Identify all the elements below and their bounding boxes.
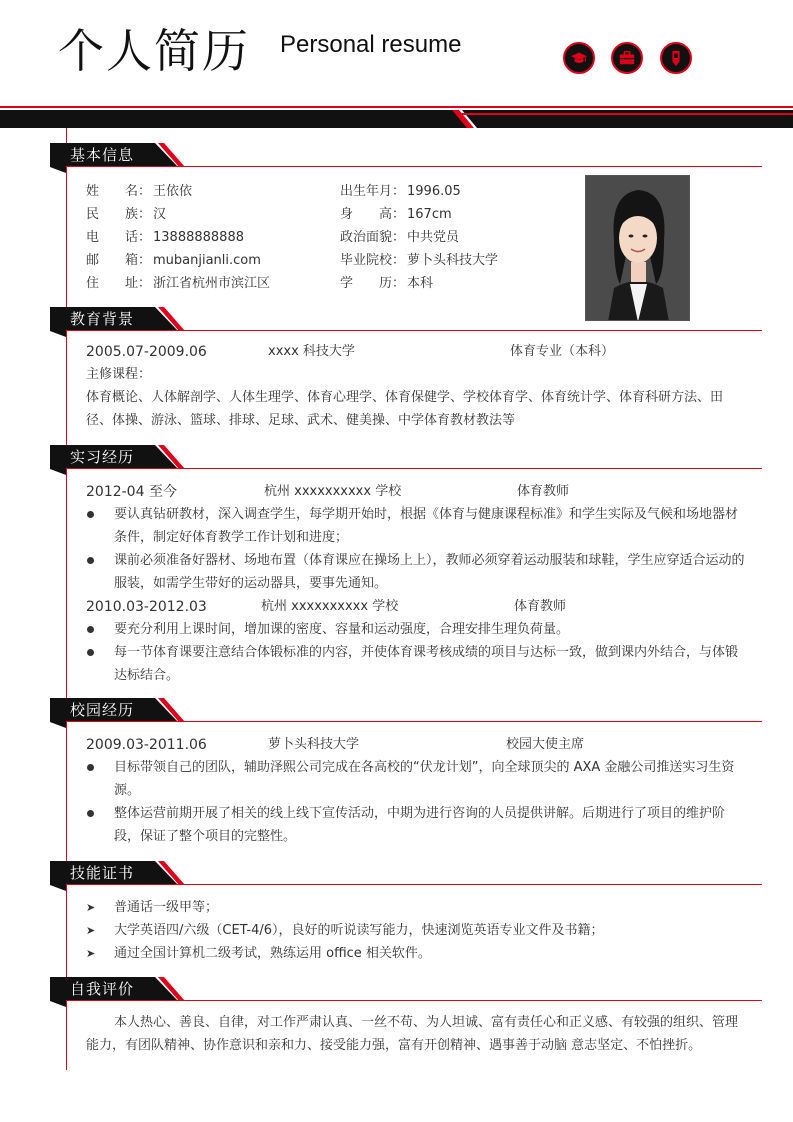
info-height: 167cm bbox=[407, 207, 452, 222]
arrow-bullet-icon: ➤ bbox=[86, 947, 96, 960]
arrow-bullet-icon: ➤ bbox=[86, 901, 96, 914]
info-address: 浙江省杭州市滨江区 bbox=[153, 276, 271, 291]
info-degree: 本科 bbox=[407, 276, 434, 291]
job-role: 体育教师 bbox=[517, 484, 570, 499]
info-phone-label: 电 话： bbox=[86, 230, 152, 245]
campus-role: 校园大使主席 bbox=[506, 737, 585, 752]
education-major: 体育专业（本科） bbox=[510, 344, 615, 359]
section-title: 自我评价 bbox=[70, 980, 135, 998]
info-ethnic: 汉 bbox=[153, 207, 167, 222]
campus-period: 2009.03-2011.06 bbox=[86, 737, 207, 753]
info-birth-label: 出生年月： bbox=[340, 184, 406, 199]
section-divider bbox=[66, 330, 762, 331]
section-divider bbox=[66, 166, 762, 167]
job-period: 2010.03-2012.03 bbox=[86, 599, 207, 615]
profile-photo bbox=[585, 175, 690, 321]
bullet-icon bbox=[87, 626, 94, 633]
courses-text: 体育概论、人体解剖学、人体生理学、体育心理学、体育保健学、学校体育学、体育统计学、体育科研方法、田径、体操、游泳、篮球、排球、足球、武术、健美操、中学体育教材教法等 bbox=[86, 390, 724, 428]
job-role: 体育教师 bbox=[514, 599, 567, 614]
bullet-icon bbox=[87, 810, 94, 817]
section-header-internship bbox=[50, 445, 185, 469]
section-header-skills bbox=[50, 861, 185, 885]
bullet-icon bbox=[87, 557, 94, 564]
job-org: 杭州 xxxxxxxxxx 学校 bbox=[264, 484, 402, 499]
job-org: 杭州 xxxxxxxxxx 学校 bbox=[261, 599, 399, 614]
section-header-education bbox=[50, 307, 185, 331]
list-item: 要充分利用上课时间，增加课的密度、容量和运动强度，合理安排生理负荷量。 bbox=[114, 622, 570, 637]
education-school: xxxx 科技大学 bbox=[268, 344, 355, 359]
section-header-basic bbox=[50, 143, 185, 167]
info-height-label: 身 高： bbox=[340, 207, 406, 222]
section-divider bbox=[66, 468, 762, 469]
info-birth: 1996.05 bbox=[407, 184, 461, 199]
list-item: 课前必须准备好器材、场地布置（体育课应在操场上上），教师必须穿着运动服装和球鞋，学生应穿适合运动的服装，如需学生带好的运动器具，要事先通知。 bbox=[114, 553, 745, 591]
list-item: 每一节体育课要注意结合体锻标准的内容，并使体育课考核成绩的项目与达标一致，做到课内外结合，与体锻达标结合。 bbox=[114, 645, 739, 683]
education-period: 2005.07-2009.06 bbox=[86, 344, 207, 360]
info-political: 中共党员 bbox=[407, 230, 460, 245]
arrow-bullet-icon: ➤ bbox=[86, 924, 96, 937]
info-name: 王依依 bbox=[153, 184, 193, 199]
graduation-cap-icon bbox=[563, 42, 595, 74]
bullet-icon bbox=[87, 649, 94, 656]
info-email-label: 邮 箱： bbox=[86, 253, 152, 268]
skill-item: 普通话一级甲等； bbox=[114, 900, 219, 915]
skill-item: 通过全国计算机二级考试，熟练运用 office 相关软件。 bbox=[114, 946, 431, 961]
section-header-self bbox=[50, 977, 185, 1001]
section-divider bbox=[66, 1000, 762, 1001]
info-school: 萝卜头科技大学 bbox=[407, 253, 499, 268]
briefcase-icon bbox=[611, 42, 643, 74]
pen-icon bbox=[660, 42, 692, 74]
info-degree-label: 学 历： bbox=[340, 276, 406, 291]
info-political-label: 政治面貌： bbox=[340, 230, 406, 245]
left-timeline-line bbox=[66, 128, 67, 1070]
skill-item: 大学英语四/六级（CET-4/6），良好的听说读写能力，快速浏览英语专业文件及书籍； bbox=[114, 923, 604, 938]
info-address-label: 住 址： bbox=[86, 276, 152, 291]
section-title: 基本信息 bbox=[70, 146, 135, 164]
info-email: mubanjianli.com bbox=[153, 253, 261, 268]
info-phone: 13888888888 bbox=[153, 230, 244, 245]
bullet-icon bbox=[87, 511, 94, 518]
info-school-label: 毕业院校： bbox=[340, 253, 406, 268]
section-title: 教育背景 bbox=[70, 310, 135, 328]
section-title: 校园经历 bbox=[70, 701, 135, 719]
page-title: 个人简历 bbox=[58, 24, 250, 78]
campus-org: 萝卜头科技大学 bbox=[268, 737, 360, 752]
self-evaluation-text: 本人热心、善良、自律，对工作严肃认真、一丝不苟、为人坦诚、富有责任心和正义感、有较强的组织、管理能力，有团队精神、协作意识和亲和力、接受能力强，富有开创精神、遇事善于动脑 意志坚定、不怕挫折。 bbox=[86, 1015, 739, 1053]
list-item: 整体运营前期开展了相关的线上线下宣传活动，中期为进行咨询的人员提供讲解。后期进行了项目的维护阶段，保证了整个项目的完整性。 bbox=[114, 806, 726, 844]
bullet-icon bbox=[87, 764, 94, 771]
section-divider bbox=[66, 884, 762, 885]
courses-label: 主修课程： bbox=[86, 367, 152, 382]
section-title: 技能证书 bbox=[70, 864, 135, 882]
section-divider bbox=[66, 721, 762, 722]
page-subtitle: Personal resume bbox=[280, 31, 462, 58]
list-item: 要认真钻研教材，深入调查学生，每学期开始时，根据《体育与健康课程标准》和学生实际及气候和场地器材条件，制定好体育教学工作计划和进度； bbox=[114, 507, 739, 545]
list-item: 目标带领自己的团队，辅助泽熙公司完成在各高校的“伏龙计划”，向全球顶尖的 AXA 金融公司推送实习生资源。 bbox=[114, 760, 735, 798]
section-title: 实习经历 bbox=[70, 448, 135, 466]
job-period: 2012-04 至今 bbox=[86, 484, 177, 500]
info-name-label: 姓 名： bbox=[86, 184, 152, 199]
header-band bbox=[0, 100, 793, 130]
info-ethnic-label: 民 族： bbox=[86, 207, 152, 222]
section-header-campus bbox=[50, 698, 185, 722]
